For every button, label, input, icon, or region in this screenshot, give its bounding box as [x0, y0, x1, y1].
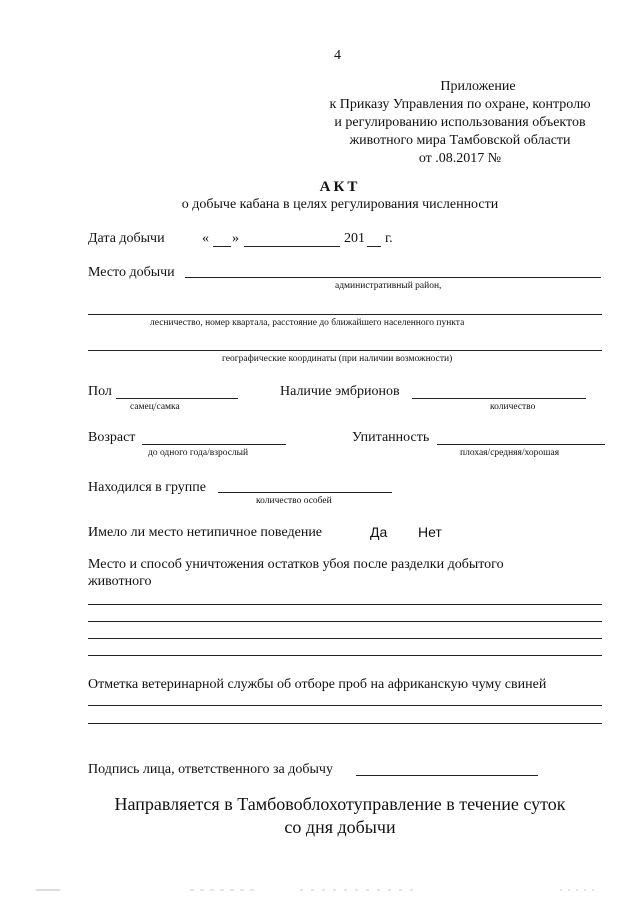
- place-coordinates-field[interactable]: [88, 350, 602, 351]
- fatness-field[interactable]: [437, 444, 605, 445]
- behavior-yes[interactable]: Да: [370, 524, 388, 540]
- sex-caption: самец/самка: [130, 402, 180, 412]
- sex-field[interactable]: [116, 398, 238, 399]
- vet-field-line-2[interactable]: [88, 723, 602, 724]
- date-year: 201: [344, 231, 365, 246]
- appendix-line-5: от .08.2017 №: [418, 151, 502, 166]
- date-month-field[interactable]: [244, 246, 340, 247]
- footer-line-1: Направляется в Тамбовоблохотуправление в течение суток: [114, 794, 566, 814]
- remains-field-line-3[interactable]: [88, 638, 602, 639]
- signature-label: Подпись лица, ответственного за добычу: [88, 762, 333, 777]
- document-subtitle: о добыче кабана в целях регулирования численности: [181, 197, 499, 212]
- sex-label: Пол: [88, 384, 112, 399]
- behavior-no[interactable]: Нет: [418, 524, 442, 540]
- embryos-caption: количество: [490, 402, 536, 412]
- fatness-caption: плохая/средняя/хорошая: [460, 448, 560, 458]
- date-year-field[interactable]: [367, 246, 381, 247]
- place-label: Место добычи: [88, 265, 175, 280]
- appendix-line-4: животного мира Тамбовской области: [349, 133, 571, 148]
- group-label: Находился в группе: [88, 480, 207, 495]
- date-label: Дата добычи: [88, 231, 165, 246]
- remains-field-line-1[interactable]: [88, 604, 602, 605]
- group-field[interactable]: [218, 492, 392, 493]
- age-caption: до одного года/взрослый: [148, 448, 249, 458]
- signature-field[interactable]: [356, 775, 538, 776]
- place-caption-coordinates: географические координаты (при наличии возможности): [222, 354, 453, 364]
- page-number: 4: [334, 48, 341, 63]
- remains-field-line-4[interactable]: [88, 655, 602, 656]
- place-forestry-field[interactable]: [88, 314, 602, 315]
- appendix-line-3: и регулированию использования объектов: [334, 115, 586, 130]
- remains-field-line-2[interactable]: [88, 621, 602, 622]
- footer-line-2: со дня добычи: [284, 817, 396, 837]
- place-caption-forestry: лесничество, номер квартала, расстояние до ближайшего населенного пункта: [150, 318, 465, 328]
- remains-label-line-2: животного: [88, 574, 152, 589]
- scan-artifact-strip: [0, 886, 640, 894]
- age-label: Возраст: [88, 430, 136, 445]
- appendix-block: [300, 78, 620, 168]
- date-day-field[interactable]: [213, 246, 231, 247]
- remains-label-line-1: Место и способ уничтожения остатков убоя после разделки добытого: [88, 557, 504, 572]
- place-caption-district: административный район,: [335, 281, 442, 291]
- behavior-label: Имело ли место нетипичное поведение: [88, 525, 323, 540]
- date-day-open: «: [202, 231, 209, 246]
- group-caption: количество особей: [256, 496, 332, 506]
- appendix-line-2: к Приказу Управления по охране, контролю: [329, 97, 591, 112]
- date-day-close: »: [232, 231, 239, 246]
- document-title: АКТ: [319, 179, 361, 195]
- embryos-field[interactable]: [412, 398, 586, 399]
- fatness-label: Упитанность: [352, 430, 430, 445]
- vet-label: Отметка ветеринарной службы об отборе проб на африканскую чуму свиней: [88, 677, 547, 692]
- footer-note: [0, 793, 640, 839]
- appendix-line-1: Приложение: [440, 79, 516, 94]
- embryos-label: Наличие эмбрионов: [280, 384, 400, 399]
- age-field[interactable]: [142, 444, 286, 445]
- date-year-suffix: г.: [385, 231, 393, 246]
- place-district-field[interactable]: [185, 277, 601, 278]
- vet-field-line-1[interactable]: [88, 705, 602, 706]
